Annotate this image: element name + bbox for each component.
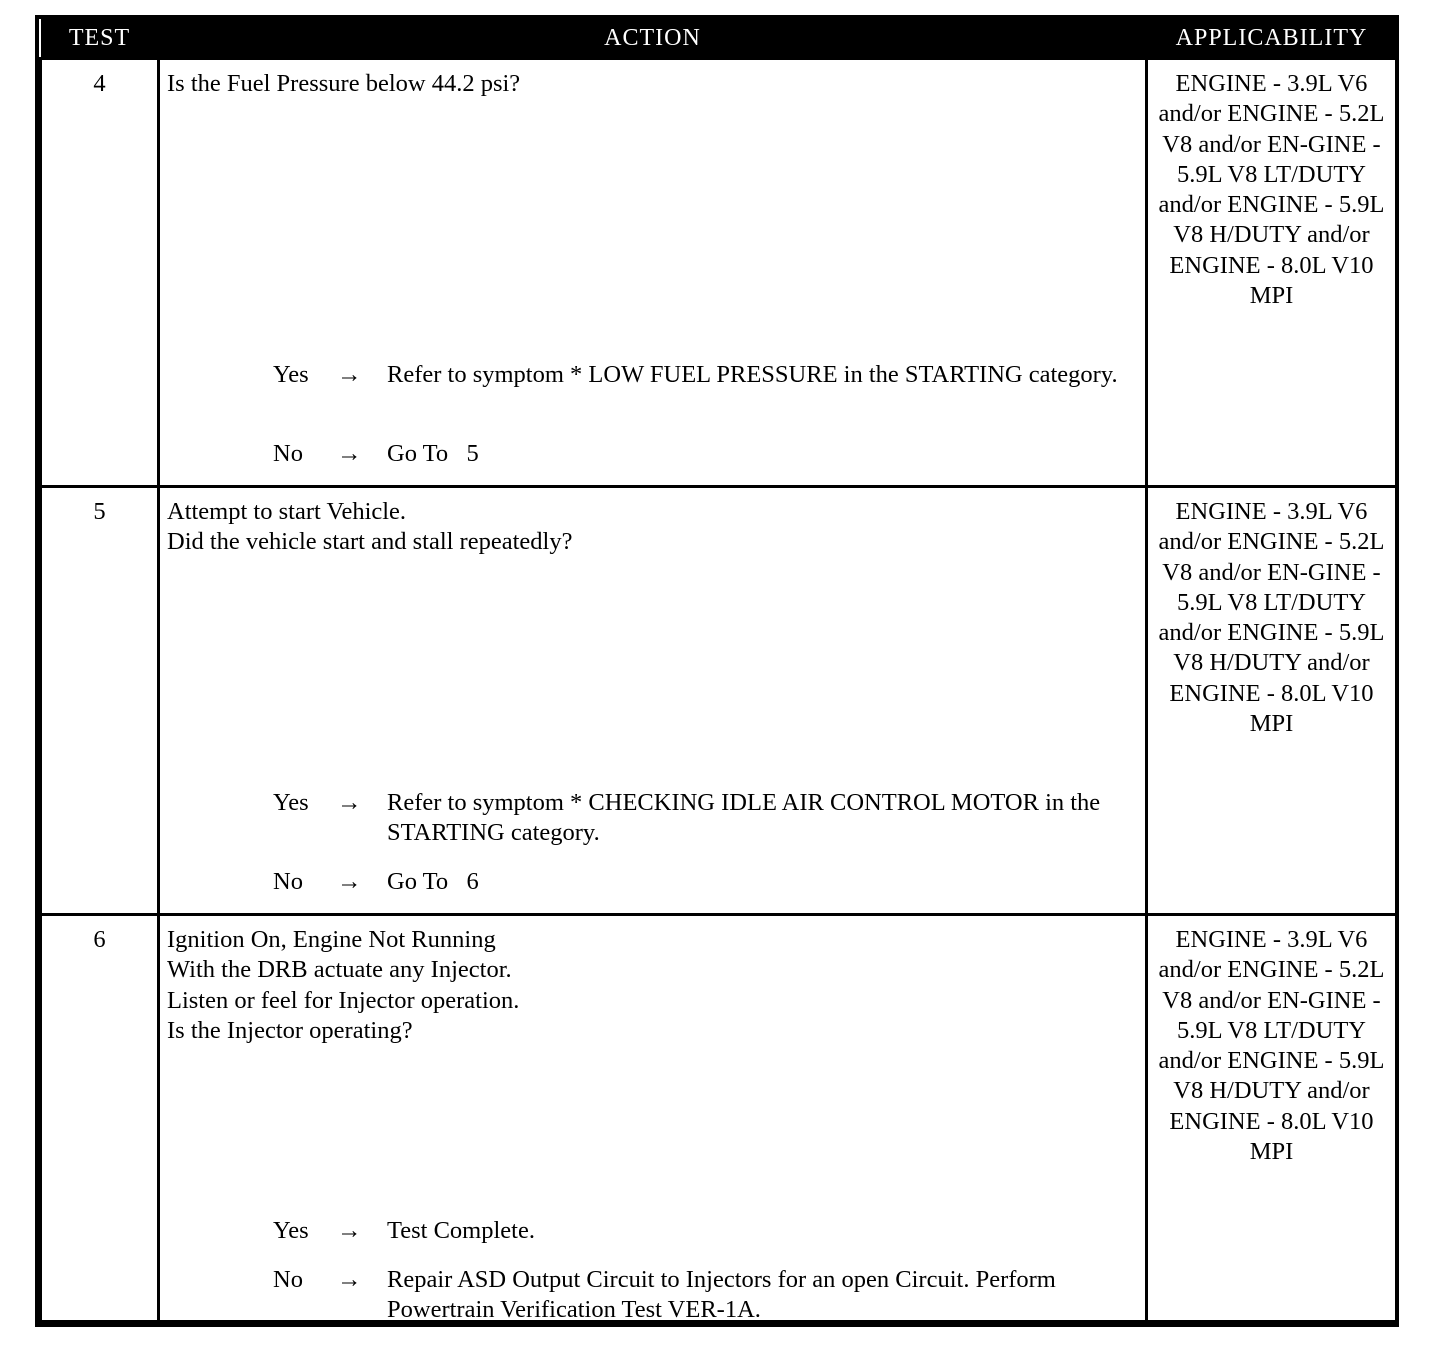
yes-text: Refer to symptom * LOW FUEL PRESSURE in the STARTING category.: [387, 361, 1118, 388]
question-line: Did the vehicle start and stall repeatedly?: [167, 528, 573, 556]
question-line: Is the Fuel Pressure below 44.2 psi?: [167, 70, 521, 97]
no-branch: [273, 1265, 1139, 1326]
no-branch: [273, 867, 1139, 897]
no-label: No: [273, 1266, 303, 1293]
no-text: Go To 6: [387, 868, 479, 895]
test-number: 5: [41, 487, 159, 915]
arrow-icon: →: [337, 1217, 362, 1244]
arrow-icon: →: [337, 789, 362, 816]
arrow-icon: →: [337, 440, 362, 467]
question-line: Ignition On, Engine Not Running: [167, 926, 496, 953]
question-line: Is the Injector operating?: [167, 1016, 413, 1044]
question: [167, 925, 519, 1046]
no-branch: [273, 439, 1139, 469]
yes-label: Yes: [273, 361, 309, 388]
yes-branch: [273, 788, 1139, 849]
question-line: Listen or feel for Injector operation.: [167, 986, 520, 1014]
header-row: [41, 19, 1397, 59]
question: [167, 497, 572, 558]
applicability: ENGINE - 3.9L V6 and/or ENGINE - 5.2L V8 and/or EN-GINE - 5.9L V8 LT/DUTY and/or ENGINE - 5.9L V8 H/DUTY and/or ENGINE - 8.0L V10 MPI: [1147, 487, 1397, 915]
action-cell: [159, 487, 1147, 915]
yes-label: Yes: [273, 789, 309, 816]
no-label: No: [273, 440, 303, 467]
test-number: 4: [41, 59, 159, 487]
header-test: TEST: [41, 19, 159, 59]
yes-text: Refer to symptom * CHECKING IDLE AIR CONTROL MOTOR in the STARTING category.: [387, 789, 1101, 847]
yes-branch: [273, 360, 1139, 390]
applicability: ENGINE - 3.9L V6 and/or ENGINE - 5.2L V8 and/or EN-GINE - 5.9L V8 LT/DUTY and/or ENGINE - 5.9L V8 H/DUTY and/or ENGINE - 8.0L V10 MPI: [1147, 59, 1397, 487]
arrow-icon: →: [337, 868, 362, 895]
no-text: Repair ASD Output Circuit to Injectors for an open Circuit. Perform Powertrain Verification Test VER-1A.: [387, 1266, 1056, 1324]
yes-label: Yes: [273, 1217, 309, 1244]
test-table: [35, 15, 1399, 1327]
yes-branch: [273, 1216, 1139, 1246]
question: [167, 69, 520, 99]
table-row: [41, 915, 1397, 1322]
no-label: No: [273, 868, 303, 895]
table-row: [41, 59, 1397, 487]
header-action: ACTION: [159, 19, 1147, 59]
action-cell: [159, 59, 1147, 487]
action-cell: [159, 915, 1147, 1322]
test-number: 6: [41, 915, 159, 1322]
yes-text: Test Complete.: [387, 1217, 535, 1244]
no-text: Go To 5: [387, 440, 479, 467]
question-line: With the DRB actuate any Injector.: [167, 956, 512, 984]
table-row: [41, 487, 1397, 915]
applicability: ENGINE - 3.9L V6 and/or ENGINE - 5.2L V8 and/or EN-GINE - 5.9L V8 LT/DUTY and/or ENGINE - 5.9L V8 H/DUTY and/or ENGINE - 8.0L V10 MPI: [1147, 915, 1397, 1322]
arrow-icon: →: [337, 1266, 362, 1293]
question-line: Attempt to start Vehicle.: [167, 498, 407, 525]
arrow-icon: →: [337, 361, 362, 388]
header-applicability: APPLICABILITY: [1147, 19, 1397, 59]
